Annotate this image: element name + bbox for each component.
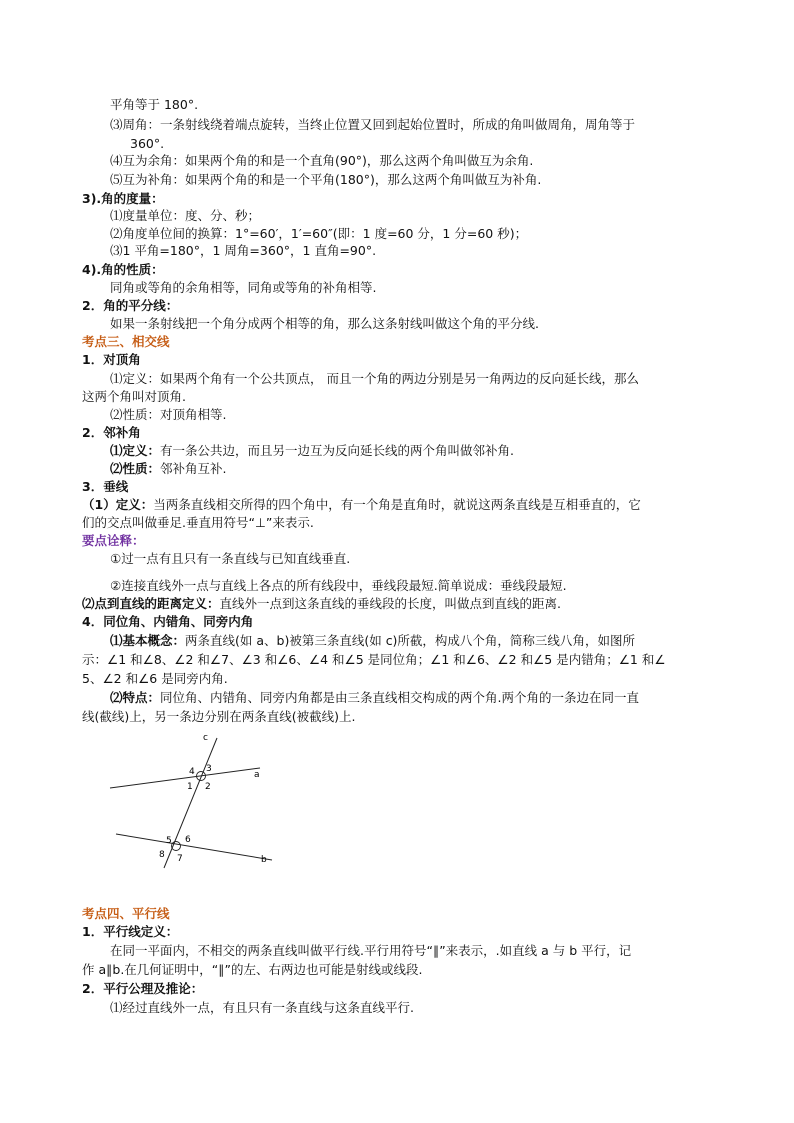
text-line (82, 497, 641, 513)
section-heading: 1．对顶角 (82, 352, 141, 367)
term-label: ⑴基本概念： (110, 633, 186, 648)
section-heading: 4．同位角、内错角、同旁内角 (82, 614, 254, 629)
text-line: ⑴经过直线外一点，有且只有一条直线与这条直线平行. (110, 1000, 414, 1015)
transversal-figure (100, 728, 290, 870)
text-line: 示：∠1 和∠8、∠2 和∠7、∠3 和∠6、∠4 和∠5 是同位角；∠1 和∠6、∠2 和∠5 是内错角；∠1 和∠ (82, 652, 666, 667)
text-line: ⑴度量单位：度、分、秒； (110, 208, 261, 223)
text-line: ②连接直线外一点与直线上各点的所有线段中，垂线段最短.简单说成：垂线段最短. (110, 578, 567, 593)
term-text: 直线外一点到这条直线的垂线段的长度，叫做点到直线的距离. (219, 596, 561, 611)
angle-label-5: 5 (166, 836, 172, 846)
text-line: 这两个角叫对顶角. (82, 389, 186, 404)
text-line: ⑶1 平角=180°，1 周角=360°，1 直角=90°. (110, 243, 377, 258)
section-heading: 4).角的性质： (82, 262, 164, 277)
angle-label-3: 3 (206, 764, 212, 774)
section-heading: 3．垂线 (82, 479, 129, 494)
angle-label-8: 8 (159, 850, 165, 860)
text-line: ⑷互为余角：如果两个角的和是一个直角(90°)，那么这两个角叫做互为余角. (110, 153, 534, 168)
label-c: c (203, 733, 208, 743)
text-line (110, 461, 227, 477)
text-line: 线(截线)上，另一条边分别在两条直线(被截线)上. (82, 709, 356, 724)
term-label: ⑴定义： (110, 443, 161, 458)
line-b (116, 834, 272, 860)
angle-label-7: 7 (177, 854, 183, 864)
angle-label-1: 1 (187, 782, 193, 792)
text-line: ⑸互为补角：如果两个角的和是一个平角(180°)，那么这两个角叫做互为补角. (110, 172, 542, 187)
label-a: a (254, 770, 260, 780)
section-heading: 2．平行公理及推论： (82, 981, 204, 996)
angle-label-2: 2 (205, 782, 211, 792)
text-line (110, 443, 514, 459)
text-line: 如果一条射线把一个角分成两个相等的角，那么这条射线叫做这个角的平分线. (110, 316, 539, 331)
label-b: b (261, 855, 267, 865)
angle-label-6: 6 (185, 835, 191, 845)
term-text: 当两条直线相交所得的四个角中，有一个角是直角时，就说这两条直线是互相垂直的，它 (153, 497, 641, 512)
text-line (110, 690, 639, 706)
text-line: ⑴定义：如果两个角有一个公共顶点， 而且一个角的两边分别是另一角两边的反向延长线，那么 (110, 371, 639, 386)
text-line: ⑵性质：对顶角相等. (110, 407, 227, 422)
section-heading: 1．平行线定义： (82, 924, 179, 939)
term-text: 同位角、内错角、同旁内角都是由三条直线相交构成的两个角.两个角的一条边在同一直 (160, 690, 639, 705)
section-heading: 2．邻补角 (82, 425, 141, 440)
term-text: 邻补角互补. (160, 461, 227, 476)
text-line: 们的交点叫做垂足.垂直用符号“⊥”来表示. (82, 515, 314, 530)
text-line: 在同一平面内，不相交的两条直线叫做平行线.平行用符号“∥”来表示，.如直线 a 与 b 平行，记 (110, 943, 632, 958)
term-label: ⑵特点： (110, 690, 161, 705)
text-line: 360°. (130, 136, 165, 151)
text-line: 5、∠2 和∠6 是同旁内角. (82, 671, 228, 686)
section-heading: 2．角的平分线： (82, 298, 179, 313)
text-line: ⑵角度单位间的换算：1°=60′，1′=60″(即：1 度=60 分，1 分=60 秒)； (110, 226, 528, 241)
term-label: （1）定义： (82, 497, 154, 512)
topic-heading: 考点三、相交线 (82, 334, 170, 349)
line-a (110, 768, 260, 788)
text-line (82, 596, 561, 612)
text-line: 平角等于 180°. (110, 97, 199, 112)
term-label: ⑵性质： (110, 461, 161, 476)
angle-label-4: 4 (189, 767, 195, 777)
section-heading: 3).角的度量： (82, 191, 164, 206)
text-line: ⑶周角：一条射线绕着端点旋转，当终止位置又回到起始位置时，所成的角叫做周角，周角等于 (110, 117, 636, 132)
text-line (110, 633, 635, 649)
term-label: ⑵点到直线的距离定义： (82, 596, 220, 611)
text-line: ①过一点有且只有一条直线与已知直线垂直. (110, 551, 351, 566)
term-text: 有一条公共边，而且另一边互为反向延长线的两个角叫做邻补角. (160, 443, 514, 458)
key-points-heading: 要点诠释： (82, 533, 145, 548)
term-text: 两条直线(如 a、b)被第三条直线(如 c)所截，构成八个角，简称三线八角，如图所 (185, 633, 635, 648)
topic-heading: 考点四、平行线 (82, 906, 170, 921)
text-line: 同角或等角的余角相等，同角或等角的补角相等. (110, 280, 377, 295)
text-line: 作 a∥b.在几何证明中，“∥”的左、右两边也可能是射线或线段. (82, 962, 423, 977)
